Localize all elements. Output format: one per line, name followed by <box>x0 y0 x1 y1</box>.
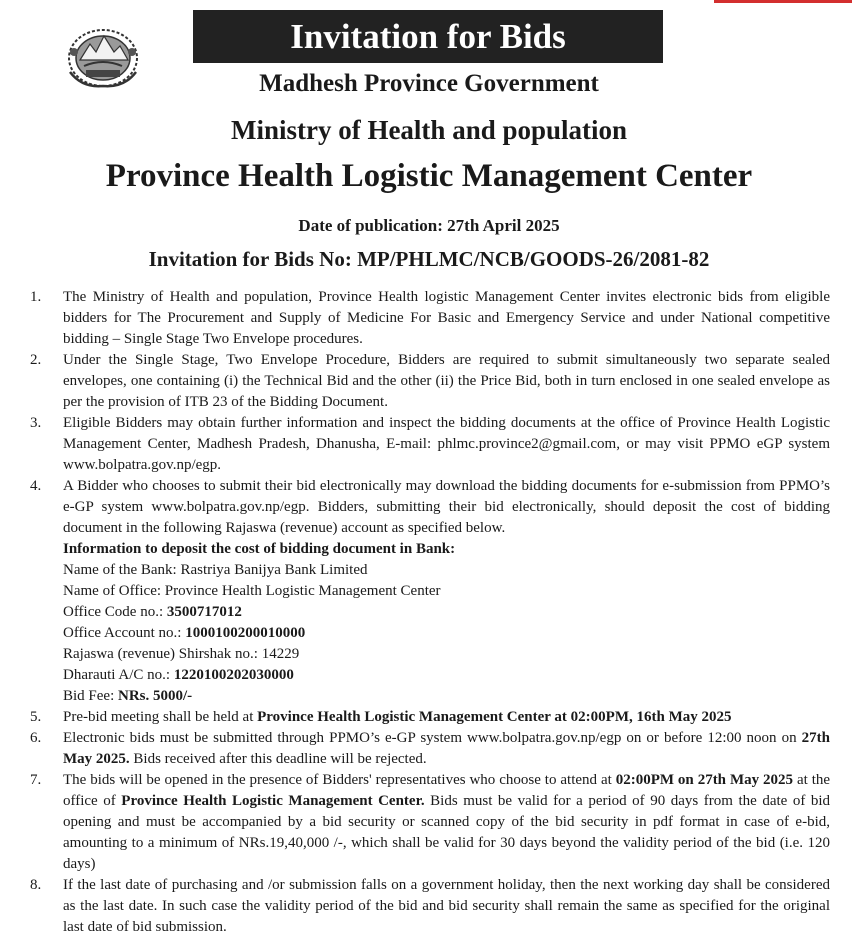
publication-date: Date of publication: 27th April 2025 <box>298 216 560 235</box>
dharauti-row <box>63 665 830 686</box>
item-number: 5. <box>30 709 42 725</box>
item-text: Bids must be valid for a period of 90 days from the date of bid opening and must be accompanied by a bid security or scanned copy of the bid security in pdf format in case of e-bid, amounting to a minimum of NRs.19,40,000 /-, which shall be valid for 30 days beyond the validity period of the bid (i.e. 120 days) <box>63 793 831 872</box>
center-name: Province Health Logistic Management Center <box>105 158 753 194</box>
item-number: 6. <box>30 730 42 746</box>
bid-opening-venue: Province Health Logistic Management Center. <box>121 793 425 809</box>
ministry-name: Ministry of Health and population <box>230 115 628 145</box>
item-text: Eligible Bidders may obtain further information and inspect the bidding documents at the office of Province Health Logistic Management Center, Madhesh Pradesh, Dhanusha, E-mail: phlmc.province2@gmail.com, or may visit PPMO eGP system www.bolpatra.gov.np/egp. <box>63 415 830 473</box>
list-item <box>30 875 830 938</box>
bid-fee-label: Bid Fee: <box>63 688 115 704</box>
bid-fee-value: NRs. 5000/- <box>118 688 193 704</box>
item-number: 8. <box>30 877 42 893</box>
list-item <box>30 350 830 413</box>
item-text: The bids will be opened in the presence of Bidders' representatives who choose to attend at <box>63 772 612 788</box>
bid-fee-row <box>63 686 830 707</box>
item-number: 1. <box>30 289 42 305</box>
pre-bid-meeting-detail: Province Health Logistic Management Center at 02:00PM, 16th May 2025 <box>257 709 732 725</box>
list-item <box>30 413 830 476</box>
dharauti-label: Dharauti A/C no.: <box>63 667 171 683</box>
item-number: 3. <box>30 415 42 431</box>
office-account-value: 1000100200010000 <box>185 625 306 641</box>
item-text: A Bidder who chooses to submit their bid electronically may download the bidding documents for e-submission from PPMO’s e-GP system www.bolpatra.gov.np/egp. Bidders, submitting their bid electronically, should deposit the cost of bidding document in the following Rajaswa (revenue) account as specified below. <box>63 478 830 536</box>
item-text: The Ministry of Health and population, Province Health logistic Management Center invites electronic bids from eligible bidders for The Procurement and Supply of Medicine For Basic and Emergency Service and under National competitive bidding – Single Stage Two Envelope procedures. <box>63 289 830 347</box>
corner-mark <box>714 0 852 3</box>
bank-name: Name of the Bank: Rastriya Banijya Bank Limited <box>63 562 368 578</box>
office-code-label: Office Code no.: <box>63 604 164 620</box>
item-number: 7. <box>30 772 42 788</box>
office-code-value: 3500717012 <box>166 604 242 620</box>
list-item <box>30 707 830 728</box>
bank-info-heading: Information to deposit the cost of bidding document in Bank: <box>63 541 456 557</box>
submission-deadline: 27th May 2025. <box>63 730 830 767</box>
item-number: 2. <box>30 352 42 368</box>
list-item <box>30 287 830 350</box>
item-text: Bids received after this deadline will be rejected. <box>133 751 427 767</box>
item-number: 4. <box>30 478 42 494</box>
item-text: Pre-bid meeting shall be held at <box>63 709 254 725</box>
office-code-row <box>63 602 830 623</box>
item-text: Electronic bids must be submitted through PPMO’s e-GP system www.bolpatra.gov.np/egp on or before 12:00 noon on <box>63 730 797 746</box>
notice-body <box>30 287 830 938</box>
list-item <box>30 728 830 770</box>
rajaswa-row: Rajaswa (revenue) Shirshak no.: 14229 <box>63 646 300 662</box>
office-account-row <box>63 623 830 644</box>
dharauti-value: 1220100202030000 <box>173 667 294 683</box>
office-name: Name of Office: Province Health Logistic Management Center <box>63 583 441 599</box>
item-text: If the last date of purchasing and /or submission falls on a government holiday, then the next working day shall be considered as the last date. In such case the validity period of the bid and bid security shall remain the same as specified for the original last date of bid submission. <box>63 877 830 935</box>
government-name: Madhesh Province Government <box>259 70 599 97</box>
title-banner: Invitation for Bids <box>193 10 663 63</box>
office-account-label: Office Account no.: <box>63 625 182 641</box>
ifb-number: Invitation for Bids No: MP/PHLMC/NCB/GOODS-26/2081-82 <box>148 247 710 271</box>
bid-opening-time: 02:00PM on 27th May 2025 <box>615 772 794 788</box>
list-item <box>30 476 830 707</box>
item-text: Under the Single Stage, Two Envelope Procedure, Bidders are required to submit simultaneously two separate sealed envelopes, one containing (i) the Technical Bid and the other (ii) the Price Bid, both in turn enclosed in one sealed envelope as per the provision of ITB 23 of the Bidding Document. <box>63 352 830 410</box>
item-text: at the office of <box>63 772 831 809</box>
list-item <box>30 770 830 875</box>
